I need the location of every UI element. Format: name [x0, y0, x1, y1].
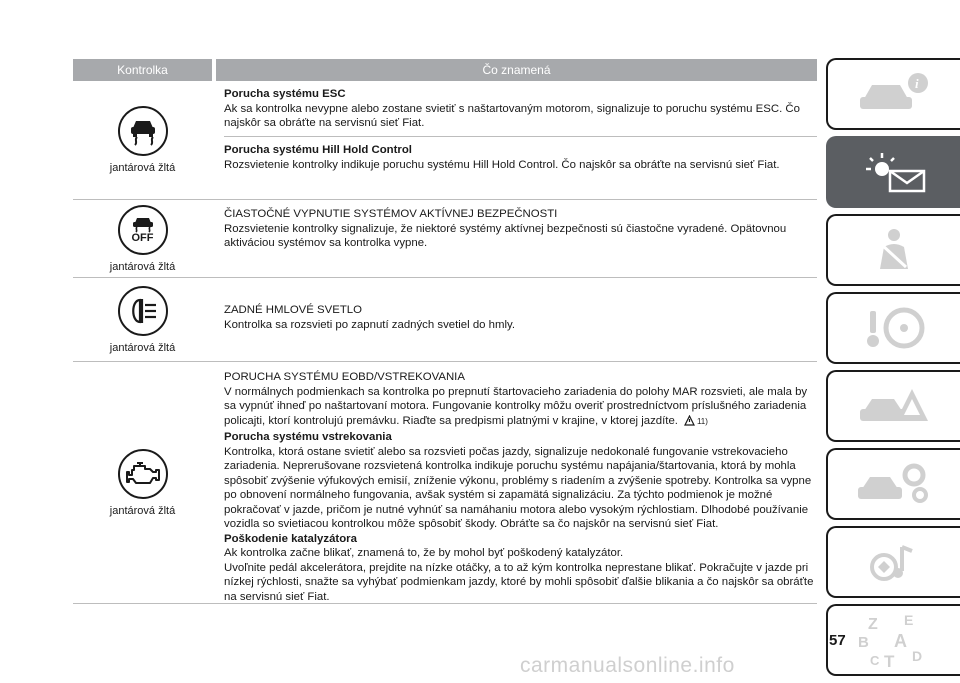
- block-title: Porucha systému Hill Hold Control: [224, 144, 412, 156]
- index-letter: E: [904, 612, 914, 628]
- page-number: 57: [829, 632, 846, 649]
- lamp-color-label: jantárová žltá: [109, 162, 176, 174]
- index-letter: D: [912, 648, 923, 664]
- index-letter: C: [870, 653, 880, 668]
- lamp-color-label: jantárová žltá: [109, 341, 176, 354]
- block-text: V normálnych podmienkach sa kontrolka po prepnutí štartovacieho zariadenia do polohy MAR rozsvieti, ale mala by sa vypnúť ihneď po naštartovaní motora. Fungovanie kontrolky môžu overiť prostredníctvom príslušného zariadenia policajti, ktorí kontrolujú premávku. Riaďte sa predpismi platnými v krajine, v ktorej jazdíte.: [224, 385, 808, 427]
- block-text: Kontrolka, ktorá ostane svietiť alebo sa rozsvieti počas jazdy, signalizuje nedokonalé fungovanie vstrekovacieho zariadenia. Neprerušovane rozsvietená kontrolka indikuje poruchu systému napájania/štartovania, ktorá by mohla spôsobiť zvýšenie výfukových emisií, zníženie výkonu, problémy s riadením a zvýšenie spotreby. Kontrolka sa vypne po obnovení normálneho fungovania, avšak systém si zapamätá signalizáciu. Za týchto podmienok je možné pokračovať v jazde, pričom je nutné vyhnúť sa namáhaniu motora alebo vysokým rýchlostiam. Dlhodobé používanie vozidla so svietiacou kontrolkou môže spôsobiť škody. Obráťte sa čo najskôr na servisnú sieť Fiat.: [224, 445, 812, 530]
- meaning-block: [224, 200, 817, 256]
- key-steering-wheel-icon: [854, 303, 934, 353]
- car-info-icon: [854, 69, 934, 119]
- lamp-color-label: jantárová žltá: [109, 504, 176, 517]
- meaning-block: [224, 81, 817, 136]
- tab-starting-driving[interactable]: [826, 292, 960, 364]
- tab-maintenance[interactable]: [826, 448, 960, 520]
- meaning-block: [224, 362, 817, 609]
- icon-cell: [73, 200, 212, 277]
- meaning-block: [224, 278, 817, 337]
- block-title: Porucha systému vstrekovania: [224, 431, 392, 443]
- block-title: Porucha systému ESC: [224, 88, 346, 100]
- index-letter: Z: [868, 616, 878, 633]
- index-letter: A: [894, 631, 907, 651]
- tab-emergency[interactable]: [826, 370, 960, 442]
- table-row: [73, 200, 817, 278]
- warning-note-icon: [684, 415, 695, 431]
- warning-lights-table: [73, 59, 817, 604]
- lamp-color-label: jantárová žltá: [109, 260, 176, 273]
- icon-cell: [73, 81, 212, 199]
- chapter-tabs: [826, 58, 960, 682]
- block-title: ČIASTOČNÉ VYPNUTIE SYSTÉMOV AKTÍVNEJ BEZPEČNOSTI: [224, 208, 558, 220]
- warning-light-message-icon: [854, 147, 934, 197]
- block-text: Rozsvietenie kontrolky indikuje poruchu systému Hill Hold Control. Čo najskôr sa obráťte na servisnú sieť Fiat.: [224, 158, 780, 171]
- footnote-ref[interactable]: 11): [696, 416, 708, 426]
- table-row: [73, 278, 817, 362]
- table-row: [73, 81, 817, 200]
- meaning-cell: [224, 278, 817, 361]
- off-label: OFF: [131, 232, 154, 244]
- tab-index[interactable]: [826, 604, 960, 676]
- block-text: Ak sa kontrolka nevypne alebo zostane svietiť s naštartovaným motorom, signalizuje to poruchu systému ESC. Čo najskôr sa obráťte na servisnú sieť Fiat.: [224, 102, 800, 129]
- icon-cell: [73, 362, 212, 603]
- meaning-cell: [224, 362, 817, 603]
- block-title: ZADNÉ HMLOVÉ SVETLO: [224, 304, 362, 316]
- block-text: Ak kontrolka začne blikať, znamená to, že by mohol byť poškodený katalyzátor.: [224, 547, 624, 559]
- maintenance-car-gears-icon: [854, 459, 934, 509]
- tab-warning-lights[interactable]: [826, 136, 960, 208]
- block-title: Poškodenie katalyzátora: [224, 532, 357, 545]
- meaning-block: [224, 136, 817, 177]
- header-kontrolka: Kontrolka: [73, 59, 212, 81]
- table-header: [73, 59, 817, 81]
- meaning-cell: [224, 81, 817, 199]
- header-co-znamena: Čo znamená: [216, 59, 817, 81]
- icon-cell: [73, 278, 212, 361]
- multimedia-icon: [854, 537, 934, 587]
- esc-off-icon: [118, 205, 168, 255]
- engine-check-icon: [118, 449, 168, 499]
- index-letter: B: [858, 634, 869, 651]
- index-letter: T: [884, 652, 895, 669]
- emergency-warning-icon: [854, 381, 934, 431]
- block-text: Uvoľnite pedál akcelerátora, prejdite na nízke otáčky, a to až kým kontrolka neprestane blikať. Pokračujte v jazde pri nízkej rýchlosti, snažte sa vyhýbať podmienkam jazdy, ktoré by mohli spôsobiť ďalšie blikania a čo najskôr sa obráťte na servisnú sieť Fiat.: [224, 561, 814, 603]
- block-title: PORUCHA SYSTÉMU EOBD/VSTREKOVANIA: [224, 371, 465, 383]
- tab-car-info[interactable]: [826, 58, 960, 130]
- tab-multimedia[interactable]: [826, 526, 960, 598]
- svg-text:i: i: [915, 76, 919, 91]
- block-text-with-footnote: [224, 385, 817, 431]
- watermark: carmanualsonline.info: [520, 654, 735, 677]
- block-text: Rozsvietenie kontrolky signalizuje, že niektoré systémy aktívnej bezpečnosti sú čiastočne vyradené. Opätovnou aktiváciou systémov sa kontrolka vypne.: [224, 222, 787, 249]
- tab-safety[interactable]: [826, 214, 960, 286]
- table-row: [73, 362, 817, 604]
- alphabetical-index-icon: [854, 611, 934, 669]
- block-text: Kontrolka sa rozsvieti po zapnutí zadných svetiel do hmly.: [224, 318, 516, 331]
- esc-skid-icon: [118, 106, 168, 156]
- meaning-cell: [224, 200, 817, 277]
- safety-seatbelt-airbag-icon: [854, 225, 934, 275]
- rear-fog-light-icon: [118, 286, 168, 336]
